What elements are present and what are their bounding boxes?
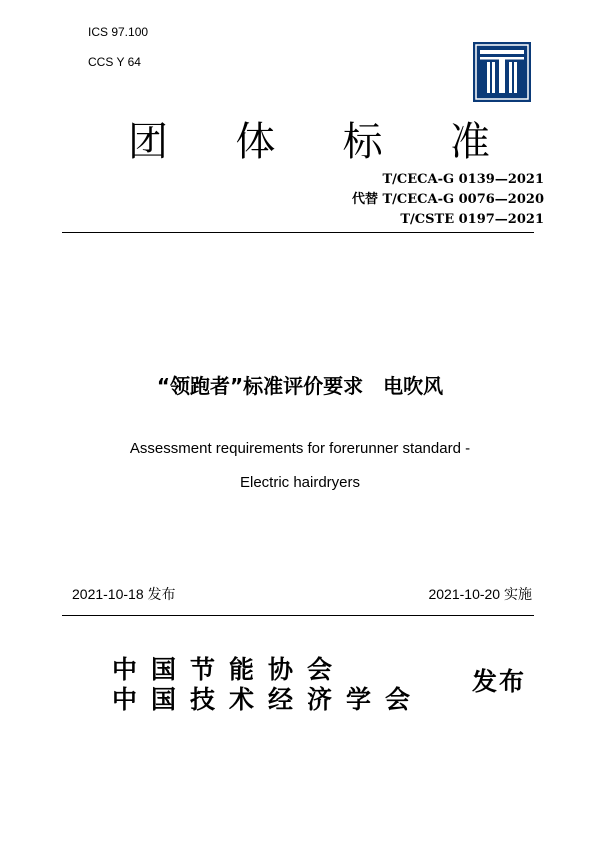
- english-title-line1: Assessment requirements for forerunner standard -: [129, 440, 471, 457]
- doc-type-char: 体: [235, 119, 276, 165]
- english-title-line2: Electric hairdryers: [239, 474, 361, 491]
- document-type-heading: [62, 110, 532, 167]
- issuer-org-1: 中国节能协会: [112, 655, 347, 684]
- bottom-divider: [62, 615, 534, 616]
- publish-date: 2021-10-18 发布: [72, 586, 176, 602]
- replaces-code: 代替 T/CECA-G 0076—2020: [351, 192, 544, 207]
- implement-date: 2021-10-20 实施: [428, 586, 532, 602]
- chinese-title: “领跑者”标准评价要求 电吹风: [156, 374, 444, 398]
- doc-type-char: 准: [449, 119, 490, 165]
- top-divider: [62, 232, 534, 233]
- primary-code: T/CECA-G 0139—2021: [382, 172, 544, 187]
- standard-logo-icon: [473, 42, 531, 102]
- joint-code: T/CSTE 0197—2021: [400, 212, 544, 227]
- doc-type-char: 标: [342, 119, 383, 165]
- issuer-org-2: 中国技术经济学会: [112, 685, 425, 714]
- publish-label: 发布: [472, 667, 527, 696]
- ics-code: ICS 97.100: [88, 25, 149, 39]
- standard-codes: [352, 170, 544, 230]
- doc-type-char: 团: [128, 119, 168, 165]
- ccs-code: CCS Y 64: [88, 55, 141, 69]
